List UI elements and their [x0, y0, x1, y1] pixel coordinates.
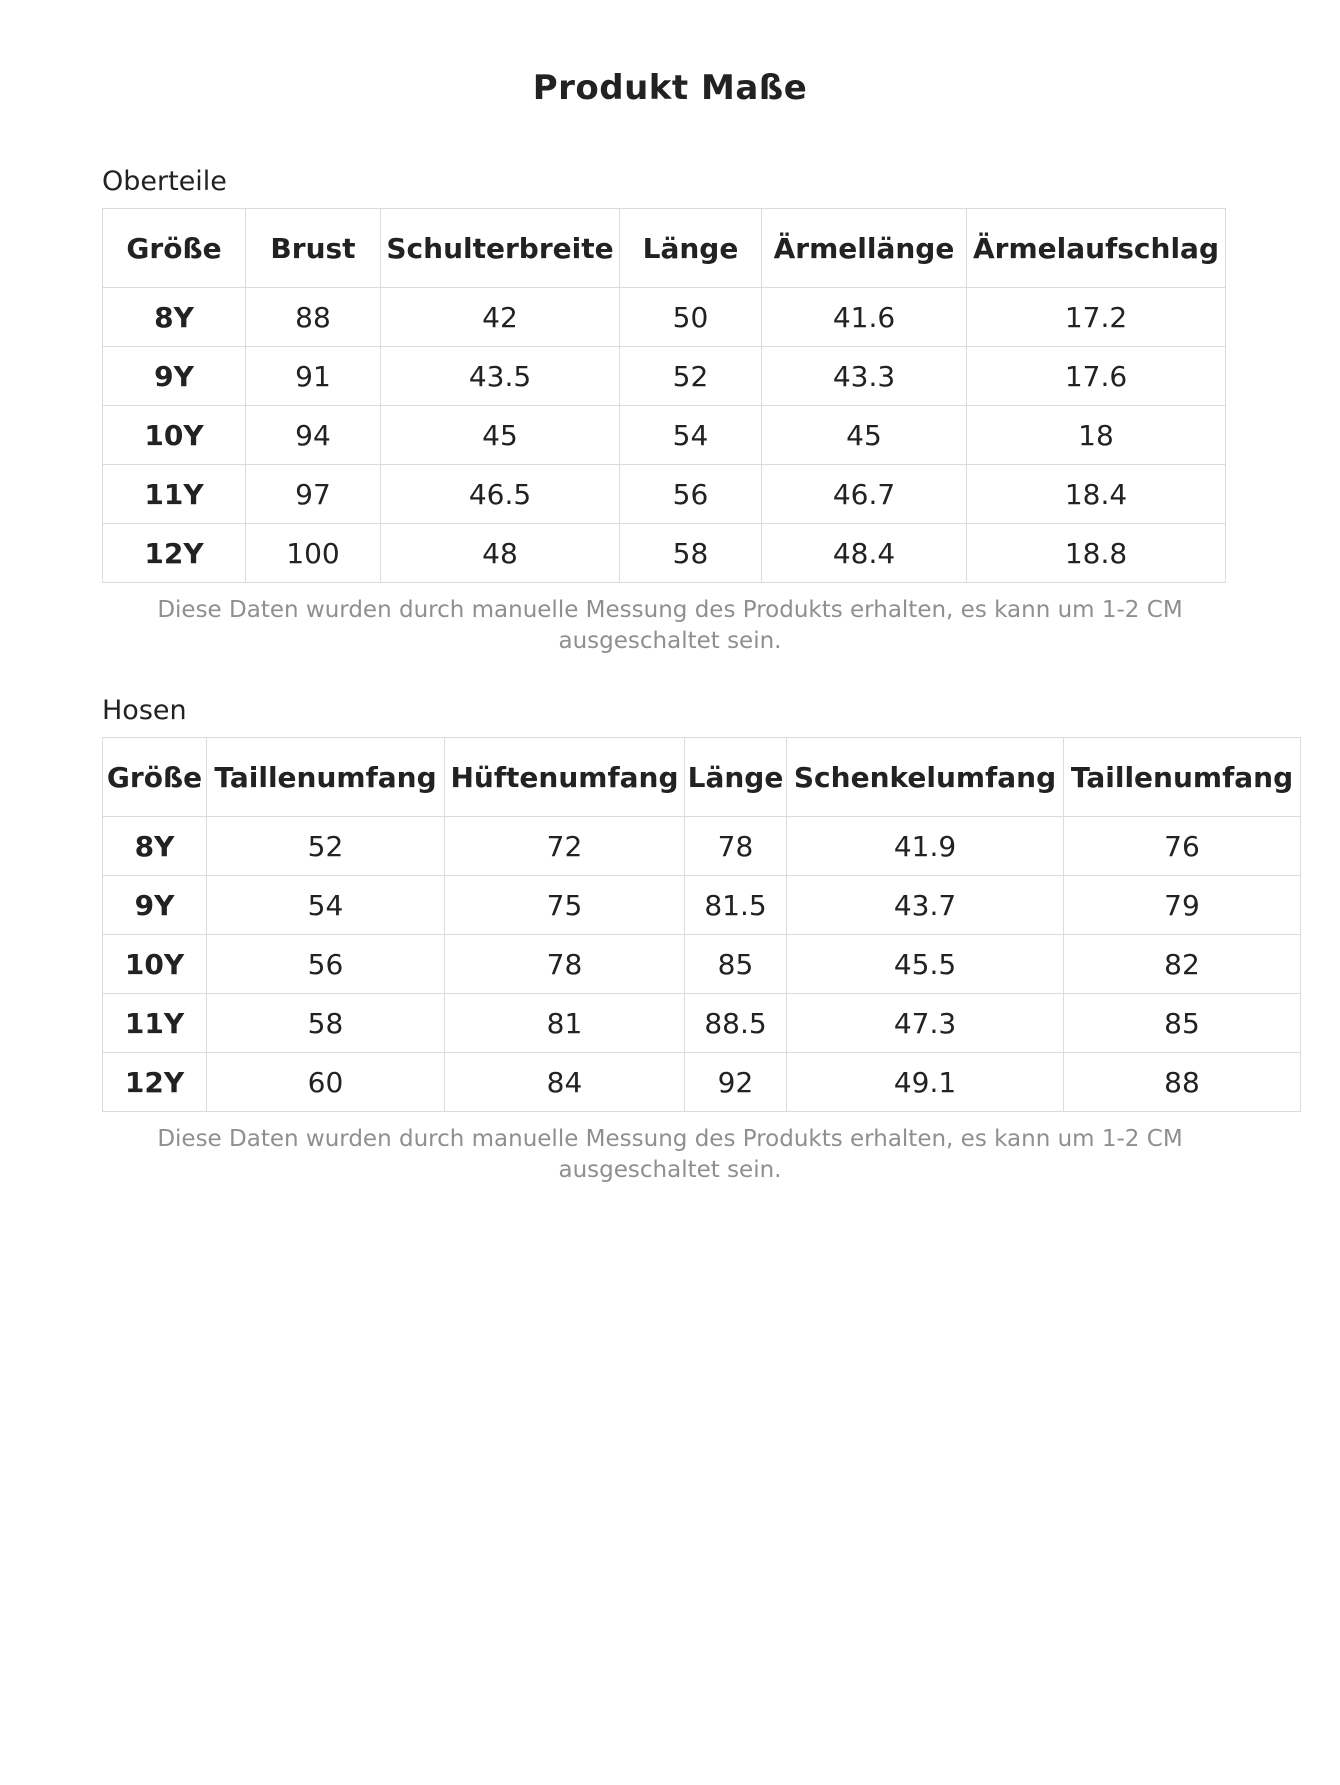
- shoulder-width-cell: 45: [381, 406, 620, 465]
- tops-section-label: Oberteile: [102, 166, 227, 197]
- size-cell: 8Y: [103, 288, 246, 347]
- thigh-cell: 49.1: [787, 1053, 1064, 1112]
- sleeve-length-cell: 48.4: [762, 524, 967, 583]
- length-cell: 78: [685, 817, 787, 876]
- waist-cell-2: 88: [1064, 1053, 1301, 1112]
- table-row: [103, 524, 1226, 583]
- table-row: [103, 1053, 1301, 1112]
- chest-cell: 88: [246, 288, 381, 347]
- hip-cell: 78: [445, 935, 685, 994]
- pants-section-label: Hosen: [102, 695, 187, 726]
- pants-header-waist-2: Taillenumfang: [1064, 738, 1301, 817]
- tops-header-chest: Brust: [246, 209, 381, 288]
- pants-note-line-1: Diese Daten wurden durch manuelle Messung des Produkts erhalten, es kann um 1-2 CM: [157, 1126, 1183, 1152]
- length-cell: 81.5: [685, 876, 787, 935]
- tops-header-length: Länge: [620, 209, 762, 288]
- tops-note-line-1: Diese Daten wurden durch manuelle Messung des Produkts erhalten, es kann um 1-2 CM: [157, 597, 1183, 623]
- size-cell: 10Y: [103, 935, 207, 994]
- size-cell: 11Y: [103, 994, 207, 1053]
- size-cell: 11Y: [103, 465, 246, 524]
- waist-cell: 56: [207, 935, 445, 994]
- tops-header-sleeve-length: Ärmellänge: [762, 209, 967, 288]
- sleeve-length-cell: 46.7: [762, 465, 967, 524]
- size-cell: 12Y: [103, 1053, 207, 1112]
- waist-cell: 60: [207, 1053, 445, 1112]
- hip-cell: 81: [445, 994, 685, 1053]
- table-row: [103, 876, 1301, 935]
- pants-header-size: Größe: [103, 738, 207, 817]
- pants-measurement-note: [0, 1124, 1340, 1186]
- pants-header-length: Länge: [685, 738, 787, 817]
- chest-cell: 94: [246, 406, 381, 465]
- waist-cell: 58: [207, 994, 445, 1053]
- thigh-cell: 43.7: [787, 876, 1064, 935]
- sleeve-length-cell: 41.6: [762, 288, 967, 347]
- length-cell: 50: [620, 288, 762, 347]
- size-cell: 8Y: [103, 817, 207, 876]
- shoulder-width-cell: 48: [381, 524, 620, 583]
- tops-section: [102, 164, 1226, 583]
- shoulder-width-cell: 42: [381, 288, 620, 347]
- cuff-cell: 17.6: [967, 347, 1226, 406]
- tops-note-line-2: ausgeschaltet sein.: [558, 628, 782, 654]
- hip-cell: 72: [445, 817, 685, 876]
- thigh-cell: 41.9: [787, 817, 1064, 876]
- shoulder-width-cell: 46.5: [381, 465, 620, 524]
- waist-cell-2: 79: [1064, 876, 1301, 935]
- tops-measurement-note: [0, 595, 1340, 657]
- table-row: [103, 406, 1226, 465]
- length-cell: 56: [620, 465, 762, 524]
- chest-cell: 100: [246, 524, 381, 583]
- hip-cell: 84: [445, 1053, 685, 1112]
- pants-note-line-2: ausgeschaltet sein.: [558, 1157, 782, 1183]
- size-cell: 9Y: [103, 347, 246, 406]
- pants-header-hip: Hüftenumfang: [445, 738, 685, 817]
- waist-cell: 54: [207, 876, 445, 935]
- tops-header-shoulder-width: Schulterbreite: [381, 209, 620, 288]
- thigh-cell: 45.5: [787, 935, 1064, 994]
- hip-cell: 75: [445, 876, 685, 935]
- pants-header-thigh: Schenkelumfang: [787, 738, 1064, 817]
- tops-header-row: [103, 209, 1226, 288]
- waist-cell-2: 76: [1064, 817, 1301, 876]
- pants-section: [102, 693, 1301, 1112]
- chest-cell: 97: [246, 465, 381, 524]
- table-row: [103, 347, 1226, 406]
- cuff-cell: 18: [967, 406, 1226, 465]
- pants-size-table: [102, 737, 1301, 1112]
- page-title: Produkt Maße: [532, 68, 808, 108]
- sleeve-length-cell: 43.3: [762, 347, 967, 406]
- tops-header-size: Größe: [103, 209, 246, 288]
- tops-header-cuff: Ärmelaufschlag: [967, 209, 1226, 288]
- size-cell: 12Y: [103, 524, 246, 583]
- table-row: [103, 935, 1301, 994]
- thigh-cell: 47.3: [787, 994, 1064, 1053]
- cuff-cell: 18.8: [967, 524, 1226, 583]
- table-row: [103, 817, 1301, 876]
- chest-cell: 91: [246, 347, 381, 406]
- shoulder-width-cell: 43.5: [381, 347, 620, 406]
- waist-cell-2: 82: [1064, 935, 1301, 994]
- table-row: [103, 288, 1226, 347]
- size-cell: 10Y: [103, 406, 246, 465]
- cuff-cell: 17.2: [967, 288, 1226, 347]
- length-cell: 85: [685, 935, 787, 994]
- table-row: [103, 994, 1301, 1053]
- length-cell: 52: [620, 347, 762, 406]
- sleeve-length-cell: 45: [762, 406, 967, 465]
- length-cell: 88.5: [685, 994, 787, 1053]
- length-cell: 92: [685, 1053, 787, 1112]
- pants-header-waist: Taillenumfang: [207, 738, 445, 817]
- tops-size-table: [102, 208, 1226, 583]
- length-cell: 54: [620, 406, 762, 465]
- cuff-cell: 18.4: [967, 465, 1226, 524]
- pants-header-row: [103, 738, 1301, 817]
- waist-cell-2: 85: [1064, 994, 1301, 1053]
- size-cell: 9Y: [103, 876, 207, 935]
- table-row: [103, 465, 1226, 524]
- length-cell: 58: [620, 524, 762, 583]
- waist-cell: 52: [207, 817, 445, 876]
